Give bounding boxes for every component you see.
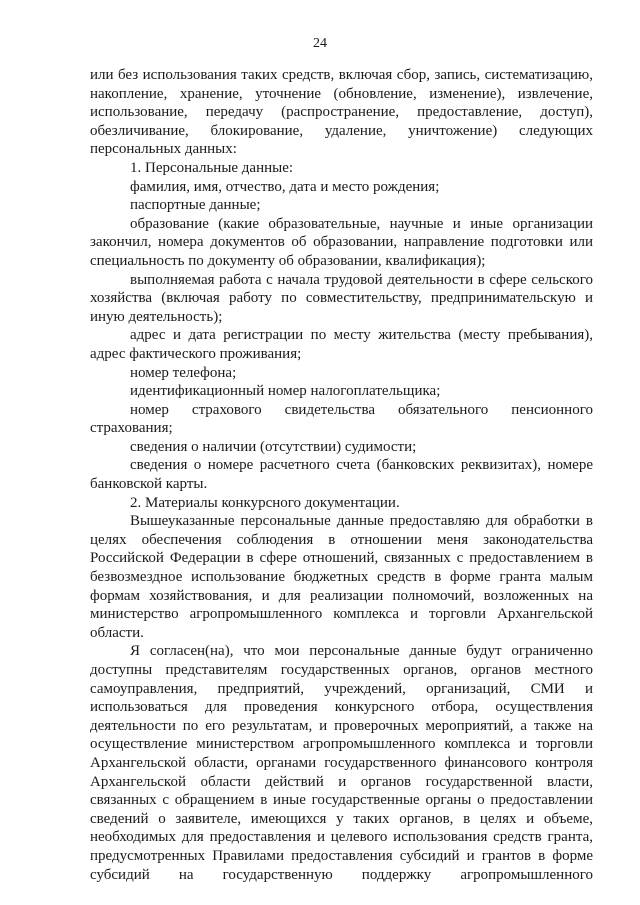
body-text bbox=[90, 66, 593, 884]
paragraph-processing-purpose: Вышеуказанные персональные данные предоставляю для обработки в целях обеспечения соблюдения в отношении меня законодательства Российской Федерации в сфере отношений, связанных с предоставлением в безвозмездное использование бюджетных средств в форме гранта малым формам хозяйствования, и для реализации полномочий, возложенных на министерство агропромышленного комплекса и торговли Архангельской области. bbox=[90, 513, 593, 641]
paragraph-tax-id: идентификационный номер налогоплательщика; bbox=[130, 383, 441, 400]
paragraph-phone: номер телефона; bbox=[130, 364, 237, 381]
paragraph-passport-data: паспортные данные; bbox=[130, 197, 261, 214]
paragraph-full-name-birth: фамилия, имя, отчество, дата и место рождения; bbox=[130, 178, 440, 195]
page-number: 24 bbox=[313, 36, 327, 51]
paragraph-consent-access: Я согласен(на), что мои персональные данные будут ограниченно доступны представителям государственных органов, органов местного самоуправления, предприятий, учреждений, организаций, СМИ и использоваться для проведения конкурсного отбора, осуществления деятельности по его результатам, и проверочных мероприятий, а также на осуществление министерством агропромышленного комплекса и торговли Архангельской области, органами государственного финансового контроля Архангельской области действий и органов государственной власти, связанных с обращением в иные государственные органы о предоставлении сведений о заявителе, имеющихся у таких органов, в целях и объеме, необходимых для предоставления и целевого использования средств гранта, предусмотренных Правилами предоставления субсидий и грантов в форме субсидий на государственную поддержку агропромышленного bbox=[90, 643, 593, 883]
paragraph-education: образование (какие образовательные, научные и иные организации закончил, номера документов об образовании, направление подготовки или специальность по документу об образовании, квалификация); bbox=[90, 215, 593, 269]
paragraph-work-experience: выполняемая работа с начала трудовой деятельности в сфере сельского хозяйства (включая работу по совместительству, предпринимательскую и иную деятельность); bbox=[90, 271, 593, 325]
paragraph-bank-details: сведения о номере расчетного счета (банковских реквизитах), номере банковской карты. bbox=[90, 457, 593, 493]
paragraph-consent-actions: или без использования таких средств, включая сбор, запись, систематизацию, накопление, хранение, уточнение (обновление, изменение), извлечение, использование, передачу (распространение, предоставление, доступ), обезличивание, блокирование, удаление, уничтожение) следующих персональных данных: bbox=[90, 67, 593, 158]
paragraph-pension-insurance: номер страхового свидетельства обязательного пенсионного страхования; bbox=[90, 401, 593, 437]
paragraph-section-personal-data: 1. Персональные данные: bbox=[130, 159, 294, 176]
paragraph-section-materials: 2. Материалы конкурсного документации. bbox=[130, 494, 400, 511]
paragraph-address: адрес и дата регистрации по месту жительства (месту пребывания), адрес фактического проживания; bbox=[90, 327, 593, 362]
paragraph-criminal-record: сведения о наличии (отсутствии) судимости; bbox=[130, 438, 417, 455]
